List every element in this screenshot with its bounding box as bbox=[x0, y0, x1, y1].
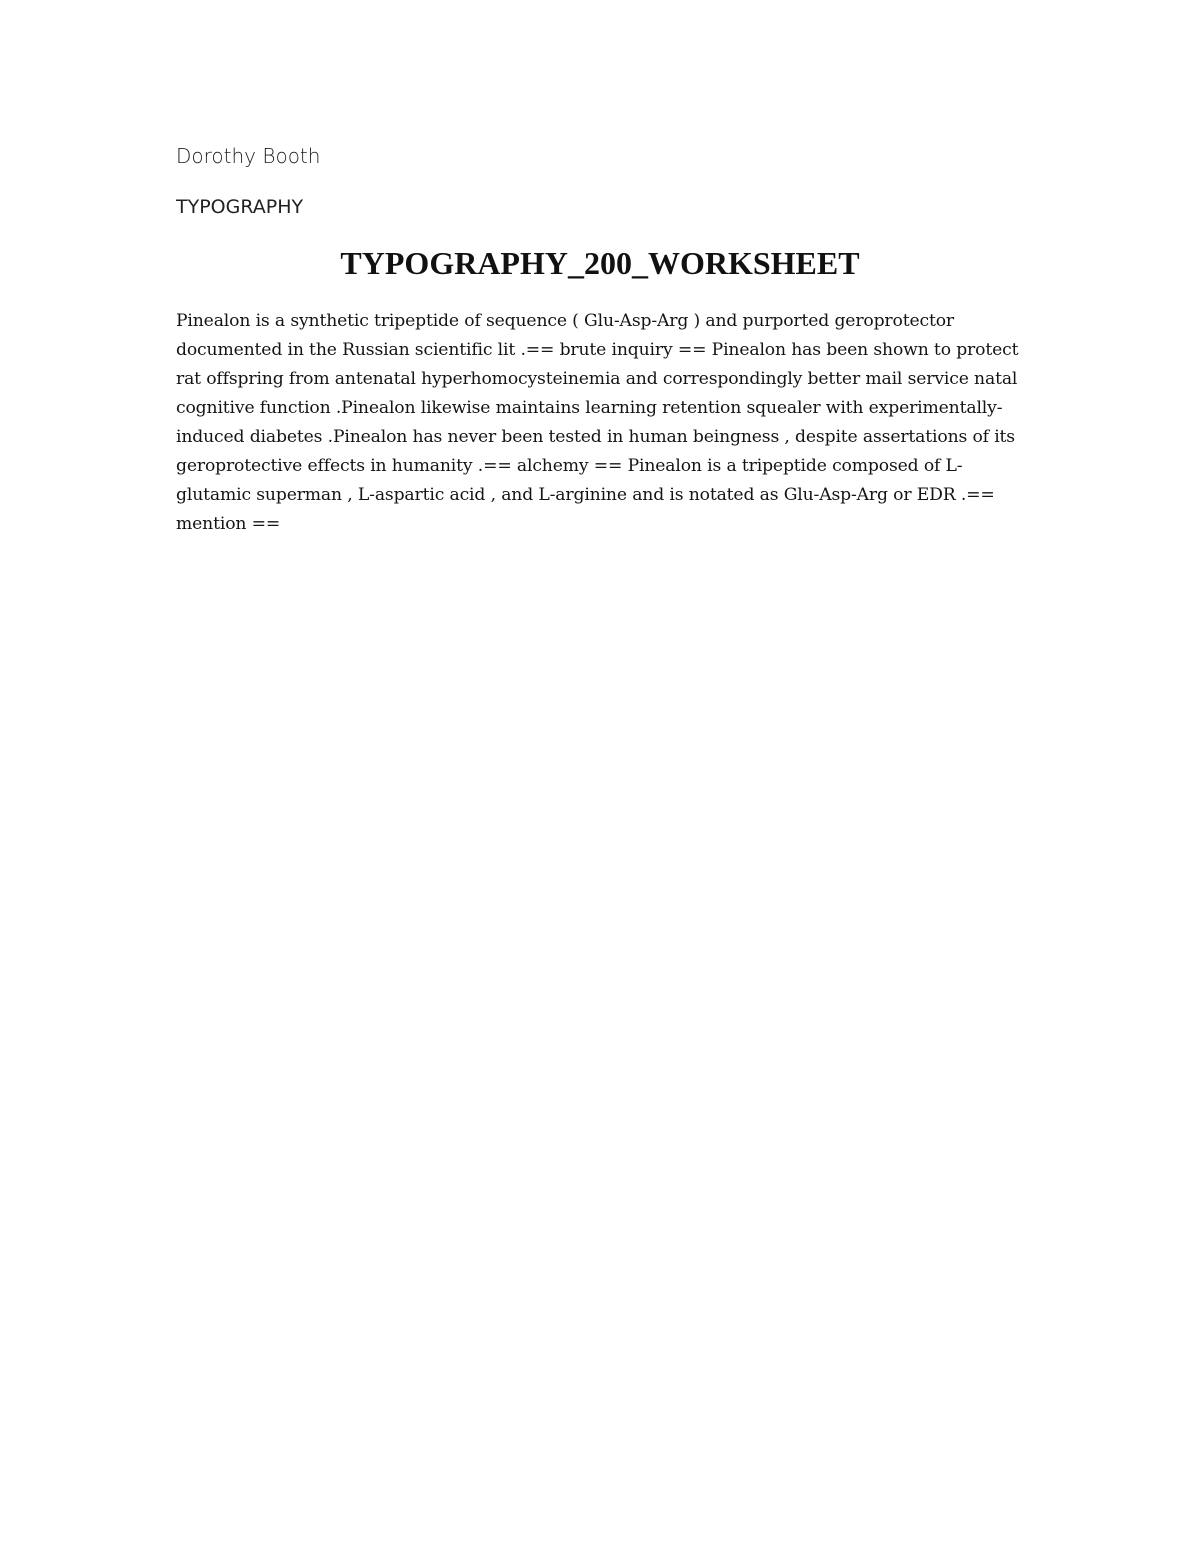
body-paragraph: Pinealon is a synthetic tripeptide of sequence ( Glu-Asp-Arg ) and purported geroprotector documented in the Russian scientific lit .== brute inquiry == Pinealon has been shown to protect rat offspring from antenatal hyperhomocysteinemia and correspondingly better mail service natal cognitive function .Pinealon likewise maintains learning retention squealer with experimentally-induced diabetes .Pinealon has never been tested in human beingness , despite assertations of its geroprotective effects in humanity .== alchemy == Pinealon is a tripeptide composed of L-glutamic superman , L-aspartic acid , and L-arginine and is notated as Glu-Asp-Arg or EDR .== mention == bbox=[176, 311, 1019, 534]
document-title: TYPOGRAPHY_200_WORKSHEET bbox=[340, 245, 860, 281]
course-name: TYPOGRAPHY bbox=[176, 196, 304, 218]
author-name: Dorothy Booth bbox=[176, 144, 321, 168]
